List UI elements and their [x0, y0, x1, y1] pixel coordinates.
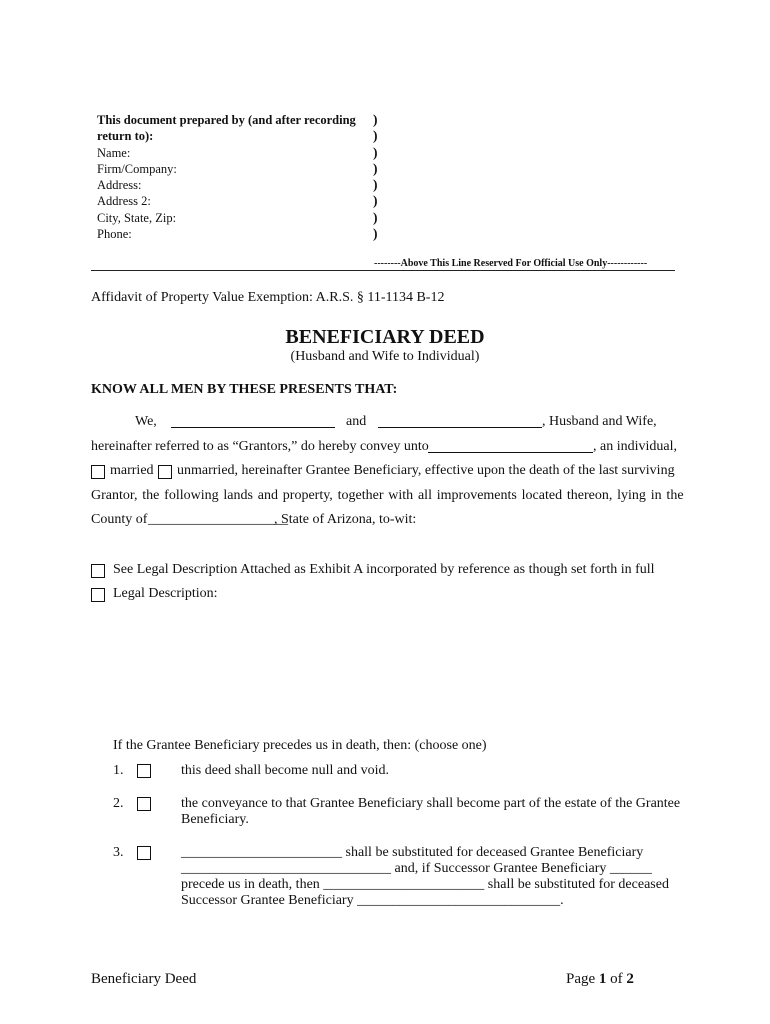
- married-label: married: [110, 463, 154, 478]
- option3-line4: [181, 893, 564, 909]
- preparer-address2-label: Address 2:: [97, 194, 151, 209]
- option3-text4-end: .: [560, 893, 564, 908]
- option3-checkbox[interactable]: [137, 846, 151, 860]
- document-title: BENEFICIARY DEED: [285, 326, 485, 348]
- option1-text: this deed shall become null and void.: [181, 763, 390, 778]
- option3-line2: [181, 861, 652, 877]
- page-of: of: [606, 971, 627, 987]
- preparer-line1: This document prepared by (and after recording: [97, 113, 356, 127]
- state-label: , State of Arizona, to-wit:: [274, 512, 417, 527]
- grantor1-field[interactable]: [171, 413, 335, 428]
- we-label: We,: [135, 414, 157, 429]
- grantor-lands-line: Grantor, the following lands and property, together with all improvements located thereon, lying in the: [91, 488, 684, 503]
- deceased-successor-field[interactable]: _____________________________: [357, 893, 561, 908]
- paren: ): [373, 112, 378, 127]
- option3-text2: and, if Successor Grantee Beneficiary ______: [391, 861, 652, 876]
- option2-checkbox[interactable]: [137, 797, 151, 811]
- exhibit-checkbox[interactable]: [91, 564, 105, 578]
- individual-label: , an individual,: [593, 439, 677, 454]
- know-all-heading: KNOW ALL MEN BY THESE PRESENTS THAT:: [91, 382, 398, 397]
- preparer-address-label: Address:: [97, 178, 142, 193]
- option2-text-line2: Beneficiary.: [181, 812, 249, 827]
- grantee-name-field[interactable]: [428, 438, 593, 453]
- county-field[interactable]: ____________________: [148, 512, 288, 527]
- county-label: County of: [91, 512, 148, 527]
- page-number: 1: [598, 971, 607, 987]
- preparer-block: [97, 112, 356, 242]
- footer-title: Beneficiary Deed: [91, 971, 197, 987]
- option3-line1: [181, 845, 643, 861]
- option3-line3: [181, 877, 669, 893]
- paren: ): [373, 144, 378, 160]
- legal-description-checkbox[interactable]: [91, 588, 105, 602]
- precedes-intro: If the Grantee Beneficiary precedes us in death, then: (choose one): [113, 738, 487, 753]
- preparer-parens: [373, 112, 378, 242]
- preparer-phone-label: Phone:: [97, 227, 132, 242]
- option3-text3a: precede us in death, then: [181, 877, 324, 892]
- paren: ): [373, 177, 378, 193]
- paren: ): [373, 160, 378, 176]
- successor-grantee-field[interactable]: _______________________: [181, 845, 342, 860]
- option1-checkbox[interactable]: [137, 764, 151, 778]
- page-indicator: [566, 971, 634, 988]
- and-label: and: [346, 414, 367, 429]
- preparer-city-label: City, State, Zip:: [97, 210, 177, 225]
- legal-description-label: Legal Description:: [113, 586, 218, 601]
- second-successor-field[interactable]: _______________________: [323, 877, 485, 892]
- preparer-line2: return to):: [97, 129, 154, 144]
- option2-text-line1: the conveyance to that Grantee Beneficiary shall become part of the estate of the Grantee: [181, 796, 681, 811]
- option3-number: 3.: [113, 845, 124, 860]
- header-divider: [91, 270, 675, 271]
- page-total: 2: [626, 971, 634, 987]
- married-checkbox[interactable]: [91, 465, 105, 479]
- option3-text3b: shall be substituted for deceased: [484, 877, 669, 892]
- exhibit-label: See Legal Description Attached as Exhibit A incorporated by reference as though set forth in full: [113, 562, 655, 577]
- grantors-line: hereinafter referred to as “Grantors,” do hereby convey unto: [91, 439, 429, 454]
- option3-text1: shall be substituted for deceased Grantee Beneficiary: [342, 845, 644, 860]
- unmarried-line: unmarried, hereinafter Grantee Beneficiary, effective upon the death of the last surviving: [177, 463, 675, 478]
- option2-number: 2.: [113, 796, 124, 811]
- affidavit-line: Affidavit of Property Value Exemption: A.R.S. § 11-1134 B-12: [91, 290, 445, 305]
- reserved-line: --------Above This Line Reserved For Official Use Only------------: [374, 258, 648, 269]
- paren: ): [373, 128, 378, 144]
- page-word: Page: [566, 971, 599, 987]
- paren: ): [373, 209, 378, 225]
- option3-text4: Successor Grantee Beneficiary: [181, 893, 358, 908]
- husband-wife-label: , Husband and Wife,: [542, 414, 657, 429]
- option1-number: 1.: [113, 763, 124, 778]
- grantor2-field[interactable]: [378, 413, 542, 428]
- preparer-name-label: Name:: [97, 145, 131, 160]
- preparer-firm-label: Firm/Company:: [97, 161, 177, 176]
- unmarried-checkbox[interactable]: [158, 465, 172, 479]
- paren: ): [373, 193, 378, 209]
- paren: ): [373, 226, 378, 242]
- deceased-grantee-field[interactable]: ______________________________: [181, 861, 391, 876]
- document-subtitle: (Husband and Wife to Individual): [290, 349, 480, 364]
